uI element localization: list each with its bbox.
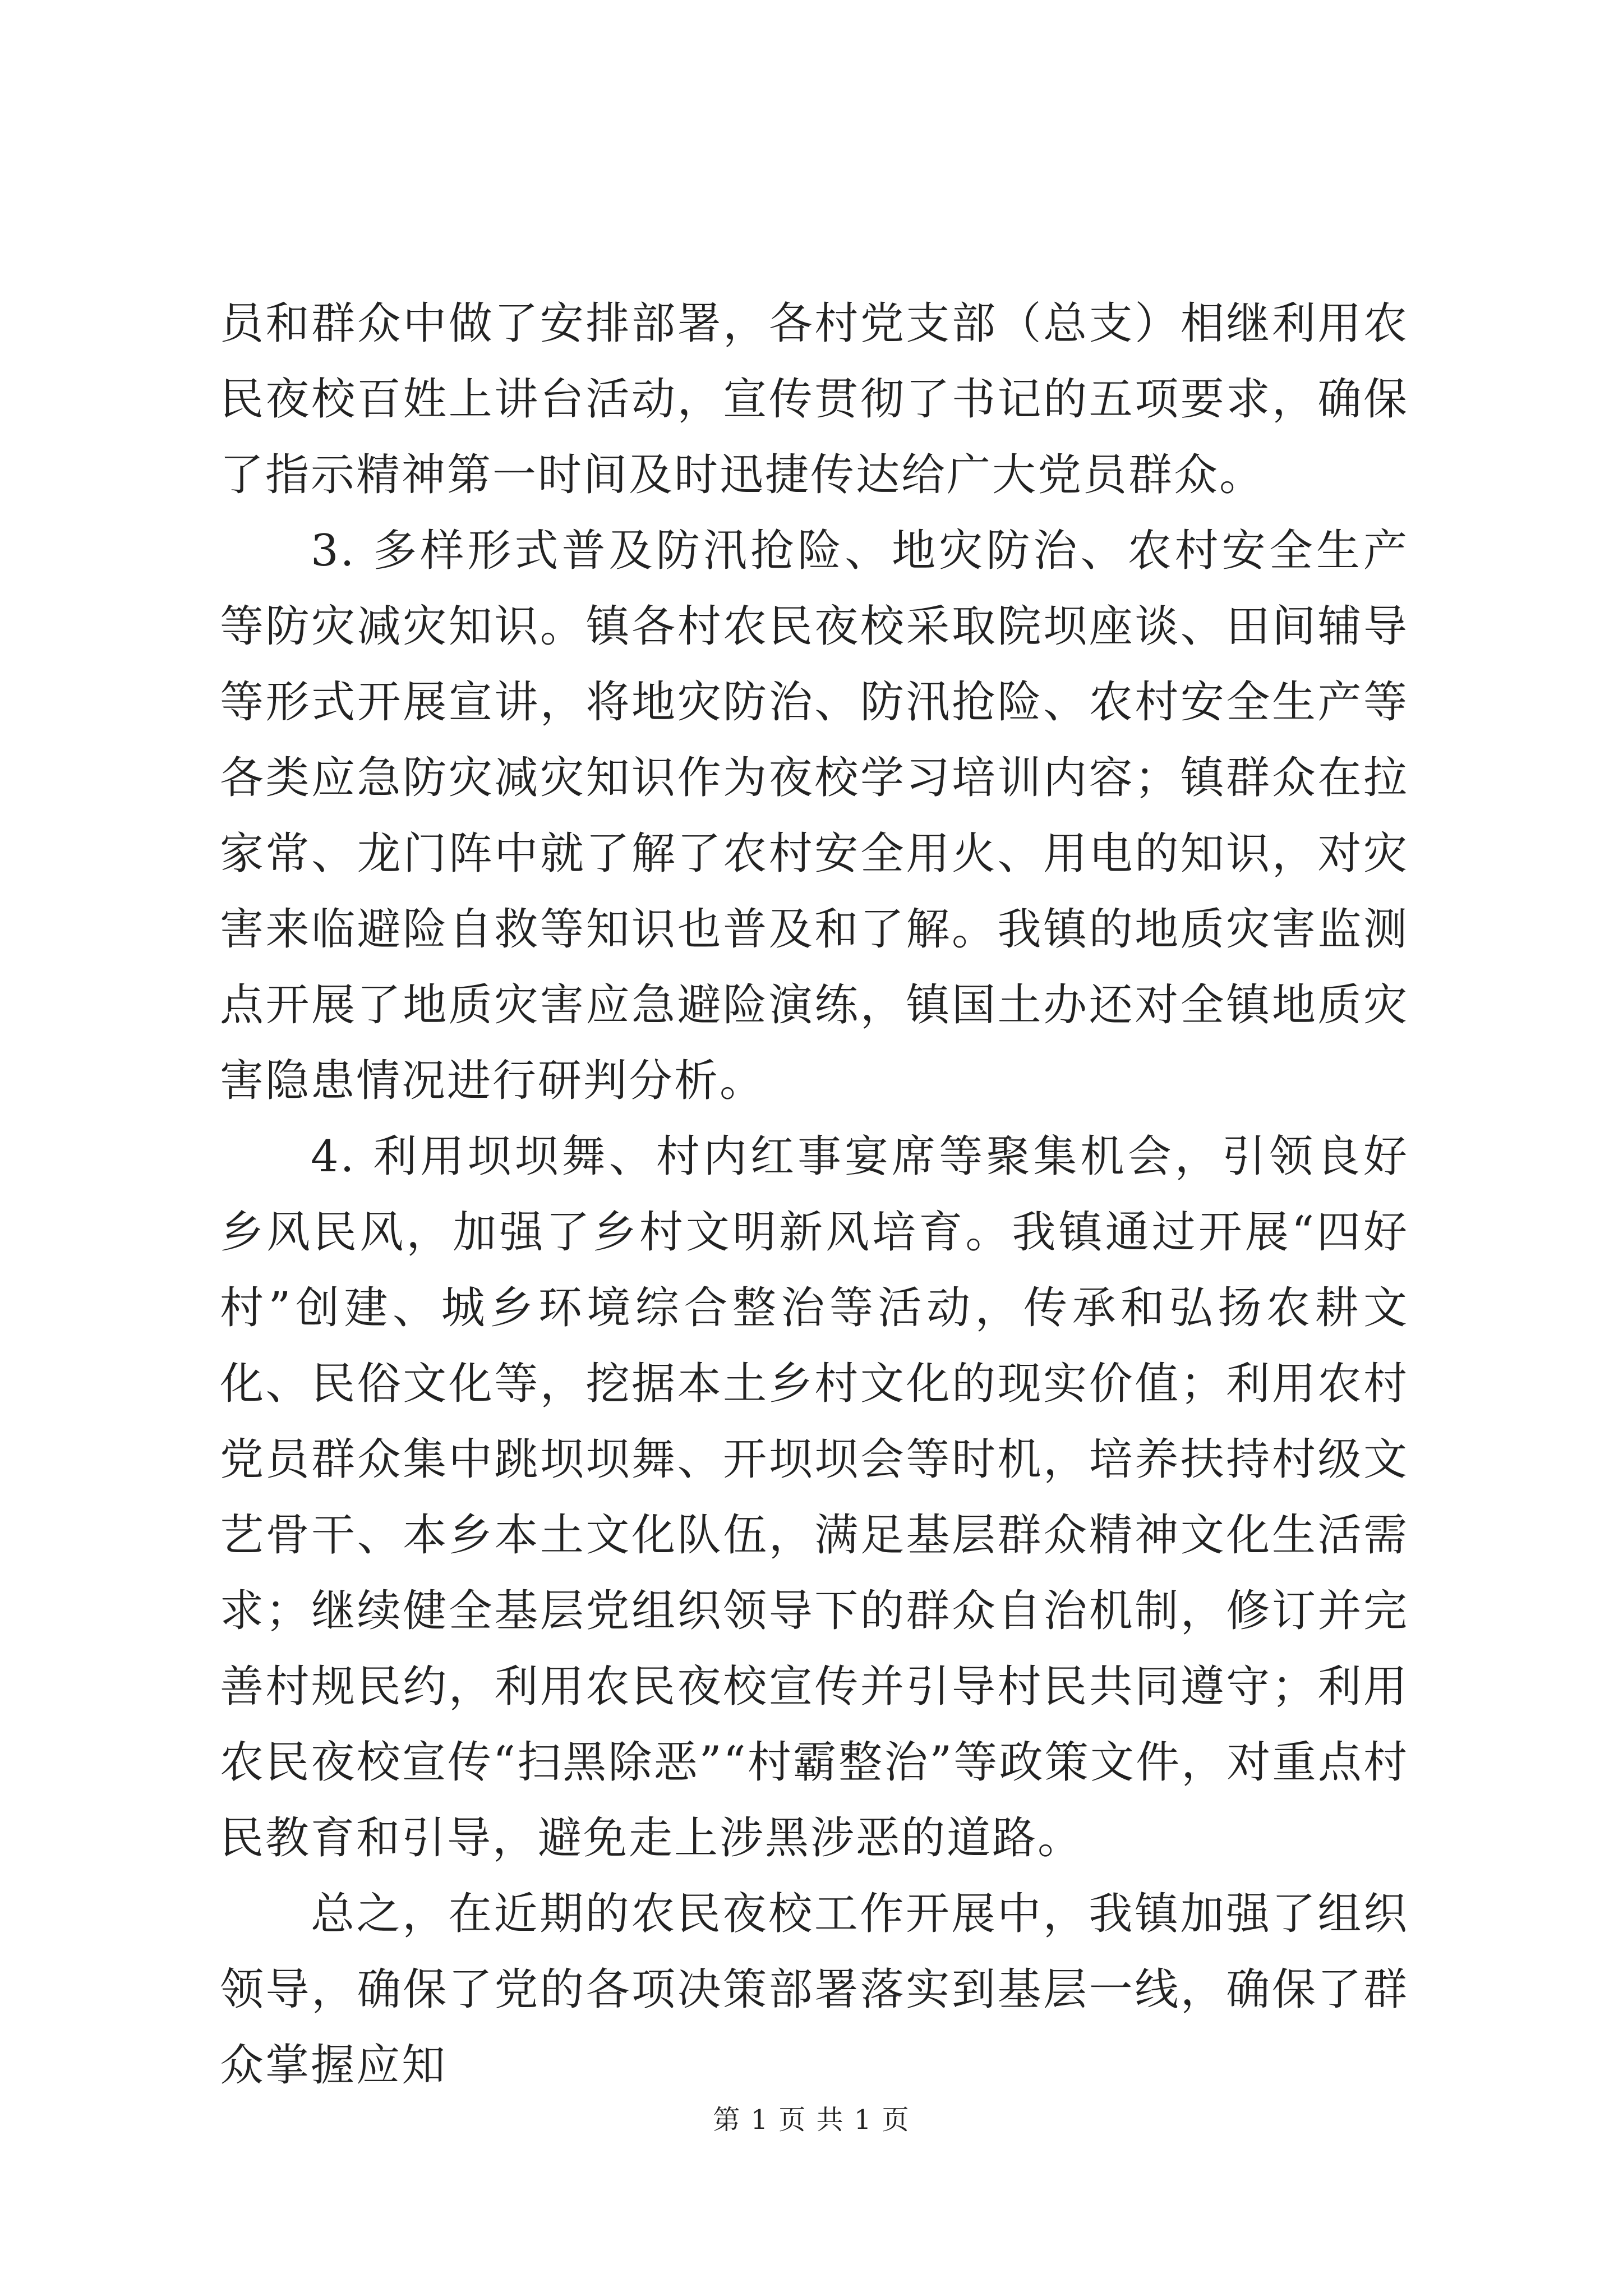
paragraph-continuation: 员和群众中做了安排部署，各村党支部（总支）相继利用农民夜校百姓上讲台活动，宣传贯彻了书记的五项要求，确保了指示精神第一时间及时迅捷传达给广大党员群众。: [220, 298, 1409, 500]
document-body: [220, 286, 1409, 2104]
paragraph-summary: 总之，在近期的农民夜校工作开展中，我镇加强了组织领导，确保了党的各项决策部署落实到基层一线，确保了群众掌握应知: [220, 1889, 1409, 2091]
paragraph-item-4: 4. 利用坝坝舞、村内红事宴席等聚集机会，引领良好乡风民风，加强了乡村文明新风培育。我镇通过开展“四好村”创建、城乡环境综合整治等活动，传承和弘扬农耕文化、民俗文化等，挖据本土乡村文化的现实价值；利用农村党员群众集中跳坝坝舞、开坝坝会等时机，培养扶持村级文艺骨干、本乡本土文化队伍，满足基层群众精神文化生活需求；继续健全基层党组织领导下的群众自治机制，修订并完善村规民约，利用农民夜校宣传并引导村民共同遵守；利用农民夜校宣传“扫黑除恶”“村霸整治”等政策文件，对重点村民教育和引导，避免走上涉黑涉恶的道路。: [220, 1131, 1409, 1864]
paragraph-item-3: 3. 多样形式普及防汛抢险、地灾防治、农村安全生产等防灾减灾知识。镇各村农民夜校采取院坝座谈、田间辅导等形式开展宣讲，将地灾防治、防汛抢险、农村安全生产等各类应急防灾减灾知识作为夜校学习培训内容；镇群众在拉家常、龙门阵中就了解了农村安全用火、用电的知识，对灾害来临避险自救等知识也普及和了解。我镇的地质灾害监测点开展了地质灾害应急避险演练，镇国土办还对全镇地质灾害隐患情况进行研判分析。: [220, 526, 1409, 1106]
page-footer: 第 1 页 共 1 页: [713, 2104, 910, 2136]
